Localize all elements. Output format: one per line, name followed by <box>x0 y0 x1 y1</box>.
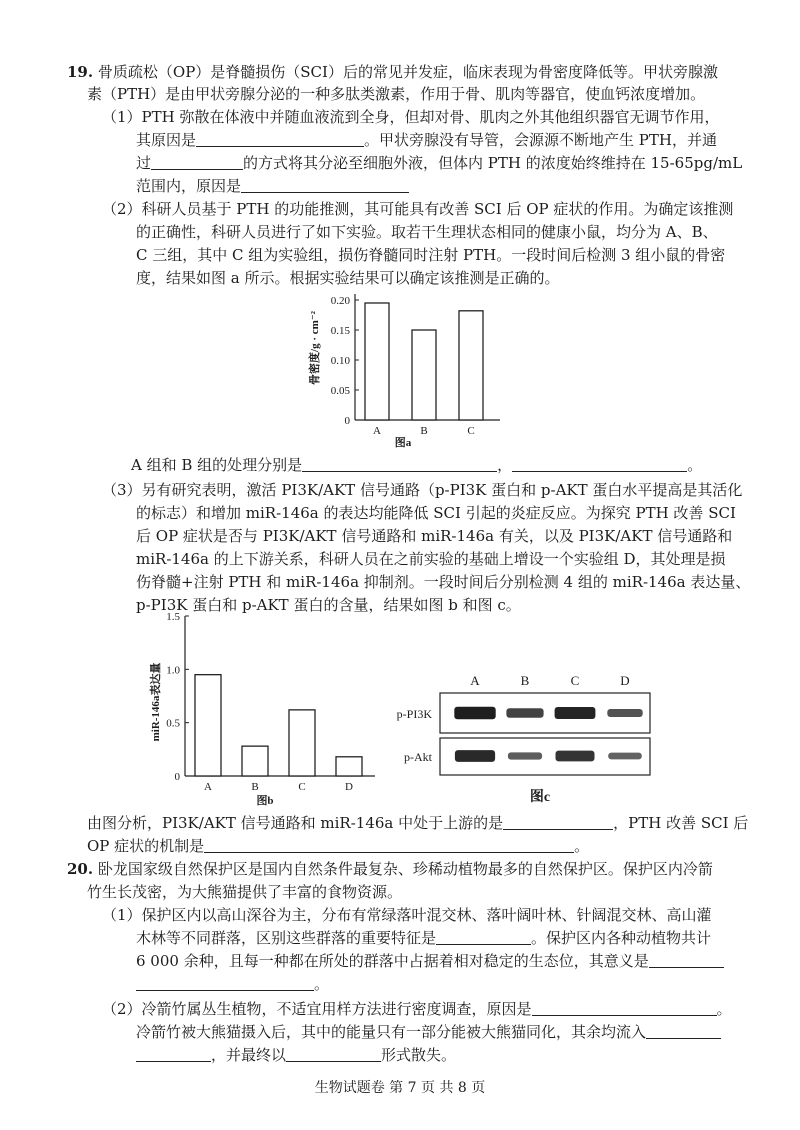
blot-row-label: p-PI3K <box>396 707 432 721</box>
q19-part3-line-1: （3）另有研究表明，激活 PI3K/AKT 信号通路（p-PI3K 蛋白和 p-AKT 蛋白水平提高是其活化 <box>102 481 743 499</box>
q19-part1-text-cont: 。甲状旁腺没有导管，会源源不断地产生 PTH，并通 <box>364 131 717 149</box>
q20-part2-line-2 <box>136 1022 721 1042</box>
figA-ytick-label: 0.10 <box>330 355 350 367</box>
figure-b-bar-chart <box>145 612 385 812</box>
q20-part2-period: 。 <box>716 1000 732 1018</box>
blot-band-p-Akt-A <box>455 750 495 762</box>
answer-blank-12[interactable] <box>286 1046 381 1062</box>
q19-part1-text-conc: 的方式将其分泌至细胞外液，但体内 PTH 的浓度始终维持在 15-65pg/mL <box>243 154 743 172</box>
q19-part1-line-1: （1）PTH 弥散在体液中并随血液流到全身，但却对骨、肌肉之外其他组织器官无调节作用， <box>102 108 720 126</box>
q19-part3-line-5: 伤脊髓+注射 PTH 和 miR-146a 抑制剂。一段时间后分别检测 4 组的 miR-146a 表达量、 <box>136 573 751 591</box>
q20-part2-final-text: ，并最终以 <box>211 1046 287 1064</box>
answer-blank-9[interactable] <box>649 952 724 968</box>
answer-blank-3[interactable] <box>241 177 409 193</box>
figA-bar-B <box>412 330 436 420</box>
blot-lane-label: C <box>570 673 580 688</box>
q20-part1-period: 。 <box>314 975 330 993</box>
fig-a-ylabel: 骨密度/g · cm⁻² <box>309 311 321 385</box>
figure-c-western-blot <box>380 665 660 810</box>
q19-part2-line-4: 度，结果如图 a 所示。根据实验结果可以确定该推测是正确的。 <box>136 269 560 287</box>
q19-intro-line-1 <box>67 62 718 82</box>
figB-bar-A <box>195 675 221 776</box>
fig-c-title: 图c <box>529 790 551 805</box>
q19-part2-question-text: A 组和 B 组的处理分别是 <box>131 456 303 474</box>
q19-part1-text: 其原因是 <box>136 131 197 149</box>
blot-band-p-Akt-C <box>556 751 595 762</box>
blot-band-p-PI3K-D <box>607 709 642 717</box>
figB-bar-B <box>242 746 268 776</box>
q19-intro-line-2: 素（PTH）是由甲状旁腺分泌的一种多肽类激素，作用于骨、肌肉等器官，使血钙浓度增加。 <box>87 85 706 103</box>
q19-part3-line-4: miR-146a 的上下游关系，科研人员在之前实验的基础上增设一个实验组 D，其处理是损 <box>136 550 726 568</box>
q20-part1-line-4 <box>136 974 329 994</box>
fig-b-title: 图b <box>256 795 274 807</box>
figA-category-label: A <box>373 425 381 437</box>
answer-blank-11-cont[interactable] <box>136 1046 211 1062</box>
q19-part3-question-cont: ，PTH 改善 SCI 后 <box>613 814 749 832</box>
fig-a-title: 图a <box>394 437 412 449</box>
blot-lane-label: A <box>470 673 480 688</box>
q20-part1-line-3 <box>136 951 724 971</box>
q19-part1-line-3 <box>136 153 742 173</box>
q20-intro-line-2: 竹生长茂密，为大熊猫提供了丰富的食物资源。 <box>87 883 403 901</box>
q19-part3-mechanism-text: OP 症状的机制是 <box>87 837 205 855</box>
q20-part1-line-1: （1）保护区内以高山深谷为主，分布有常绿落叶混交林、落叶阔叶林、针阔混交林、高山灌 <box>102 906 712 924</box>
q19-part3-line-3: 后 OP 症状是否与 PI3K/AKT 信号通路和 miR-146a 有关，以及 PI3K/AKT 信号通路和 <box>136 527 733 545</box>
q19-part3-line-2: 的标志）和增加 miR-146a 的表达均能降低 SCI 引起的炎症反应。为探究 PTH 改善 SCI <box>136 504 736 522</box>
q20-intro-text-1: 卧龙国家级自然保护区是国内自然条件最复杂、珍稀动植物最多的自然保护区。保护区内冷箭 <box>97 860 713 878</box>
figB-category-label: D <box>345 781 353 793</box>
figB-category-label: C <box>298 781 306 793</box>
q19-intro-text-1: 骨质疏松（OP）是脊髓损伤（SCI）后的常见并发症，临床表现为骨密度降低等。甲状旁腺激 <box>97 63 718 81</box>
answer-blank-7[interactable] <box>204 837 574 853</box>
q19-part2-question <box>131 455 702 475</box>
blot-band-p-Akt-D <box>608 753 642 760</box>
answer-blank-11[interactable] <box>646 1023 721 1039</box>
q19-part3-question-line-1 <box>87 813 748 833</box>
q19-part3-line-6: p-PI3K 蛋白和 p-AKT 蛋白的含量，结果如图 b 和图 c。 <box>136 596 521 614</box>
q20-intro-line-1 <box>67 859 713 879</box>
q19-part3-question-text: 由图分析，PI3K/AKT 信号通路和 miR-146a 中处于上游的是 <box>87 814 504 832</box>
figB-ytick-label: 0.5 <box>166 717 180 730</box>
blot-lane-label: B <box>520 673 530 688</box>
blot-band-p-PI3K-A <box>454 707 495 720</box>
answer-blank-4[interactable] <box>302 456 497 472</box>
answer-blank-2[interactable] <box>151 154 243 170</box>
q19-part3-period: 。 <box>574 837 590 855</box>
blot-band-p-Akt-B <box>508 752 542 759</box>
figB-ytick-label: 0 <box>174 771 180 783</box>
blot-band-p-PI3K-B <box>506 708 543 717</box>
blot-band-p-PI3K-C <box>555 707 596 719</box>
q20-part1-text: 木林等不同群落，区别这些群落的重要特征是 <box>136 929 437 947</box>
q19-part1-line-2 <box>136 130 717 150</box>
q20-part2-energy-text: 冷箭竹被大熊猫摄入后，其中的能量只有一部分能被大熊猫同化，其余均流入 <box>136 1023 647 1041</box>
figA-bar-C <box>459 311 483 420</box>
figB-category-label: A <box>204 781 212 793</box>
answer-blank-6[interactable] <box>503 814 613 830</box>
figB-category-label: B <box>251 781 259 793</box>
answer-blank-9-cont[interactable] <box>136 975 314 991</box>
fig-b-ylabel: miR-146a表达量 <box>150 662 162 742</box>
q20-part2-form-text: 形式散失。 <box>381 1046 457 1064</box>
figA-ytick-label: 0.15 <box>330 325 350 337</box>
figB-bar-C <box>289 710 315 776</box>
figA-bar-A <box>365 303 389 420</box>
figB-bar-D <box>336 757 362 776</box>
q19-part1-text-guo: 过 <box>136 154 152 172</box>
q20-part1-text-cont: 。保护区内各种动植物共计 <box>531 929 712 947</box>
q19-part2-line-2: 的正确性，科研人员进行了如下实验。取若干生理状态相同的健康小鼠，均分为 A、B、 <box>136 223 718 241</box>
q19-part2-line-1: （2）科研人员基于 PTH 的功能推测，其可能具有改善 SCI 后 OP 症状的作用。为确定该推测 <box>102 200 734 218</box>
figure-a-bar-chart <box>300 288 510 453</box>
figB-ytick-label: 1.0 <box>166 664 180 677</box>
figA-ytick-label: 0.05 <box>330 385 350 397</box>
q19-part2-comma: ， <box>497 456 513 474</box>
q19-number: 19. <box>67 63 94 81</box>
figB-ytick-label: 1.5 <box>166 612 180 623</box>
q20-number: 20. <box>67 860 94 878</box>
q19-part2-period: 。 <box>687 456 703 474</box>
figA-category-label: B <box>420 425 428 437</box>
answer-blank-1[interactable] <box>196 131 364 147</box>
figA-ytick-label: 0 <box>344 415 350 427</box>
blot-lane-label: D <box>620 673 630 688</box>
q19-part3-question-line-2 <box>87 836 589 856</box>
q19-part1-line-4 <box>136 176 409 196</box>
page-footer: 生物试题卷 第 7 页 共 8 页 <box>314 1080 486 1096</box>
figA-ytick-label: 0.20 <box>330 295 350 307</box>
figA-category-label: C <box>467 425 475 437</box>
answer-blank-10[interactable] <box>532 1000 717 1016</box>
blot-row-label: p-Akt <box>404 750 432 764</box>
q20-part2-line-3 <box>136 1045 456 1065</box>
q19-part1-reason: 范围内，原因是 <box>136 177 242 195</box>
q20-part2-text: （2）冷箭竹属丛生植物，不适宜用样方法进行密度调查，原因是 <box>102 1000 532 1018</box>
answer-blank-8[interactable] <box>436 929 531 945</box>
q20-part2-line-1 <box>102 999 732 1019</box>
q20-part1-significance: 6 000 余种，且每一种都在所处的群落中占据着相对稳定的生态位，其意义是 <box>136 952 649 970</box>
q20-part1-line-2 <box>136 928 711 948</box>
q19-part2-line-3: C 三组，其中 C 组为实验组，损伤脊髓同时注射 PTH。一段时间后检测 3 组小鼠的骨密 <box>136 246 726 264</box>
answer-blank-5[interactable] <box>512 456 687 472</box>
